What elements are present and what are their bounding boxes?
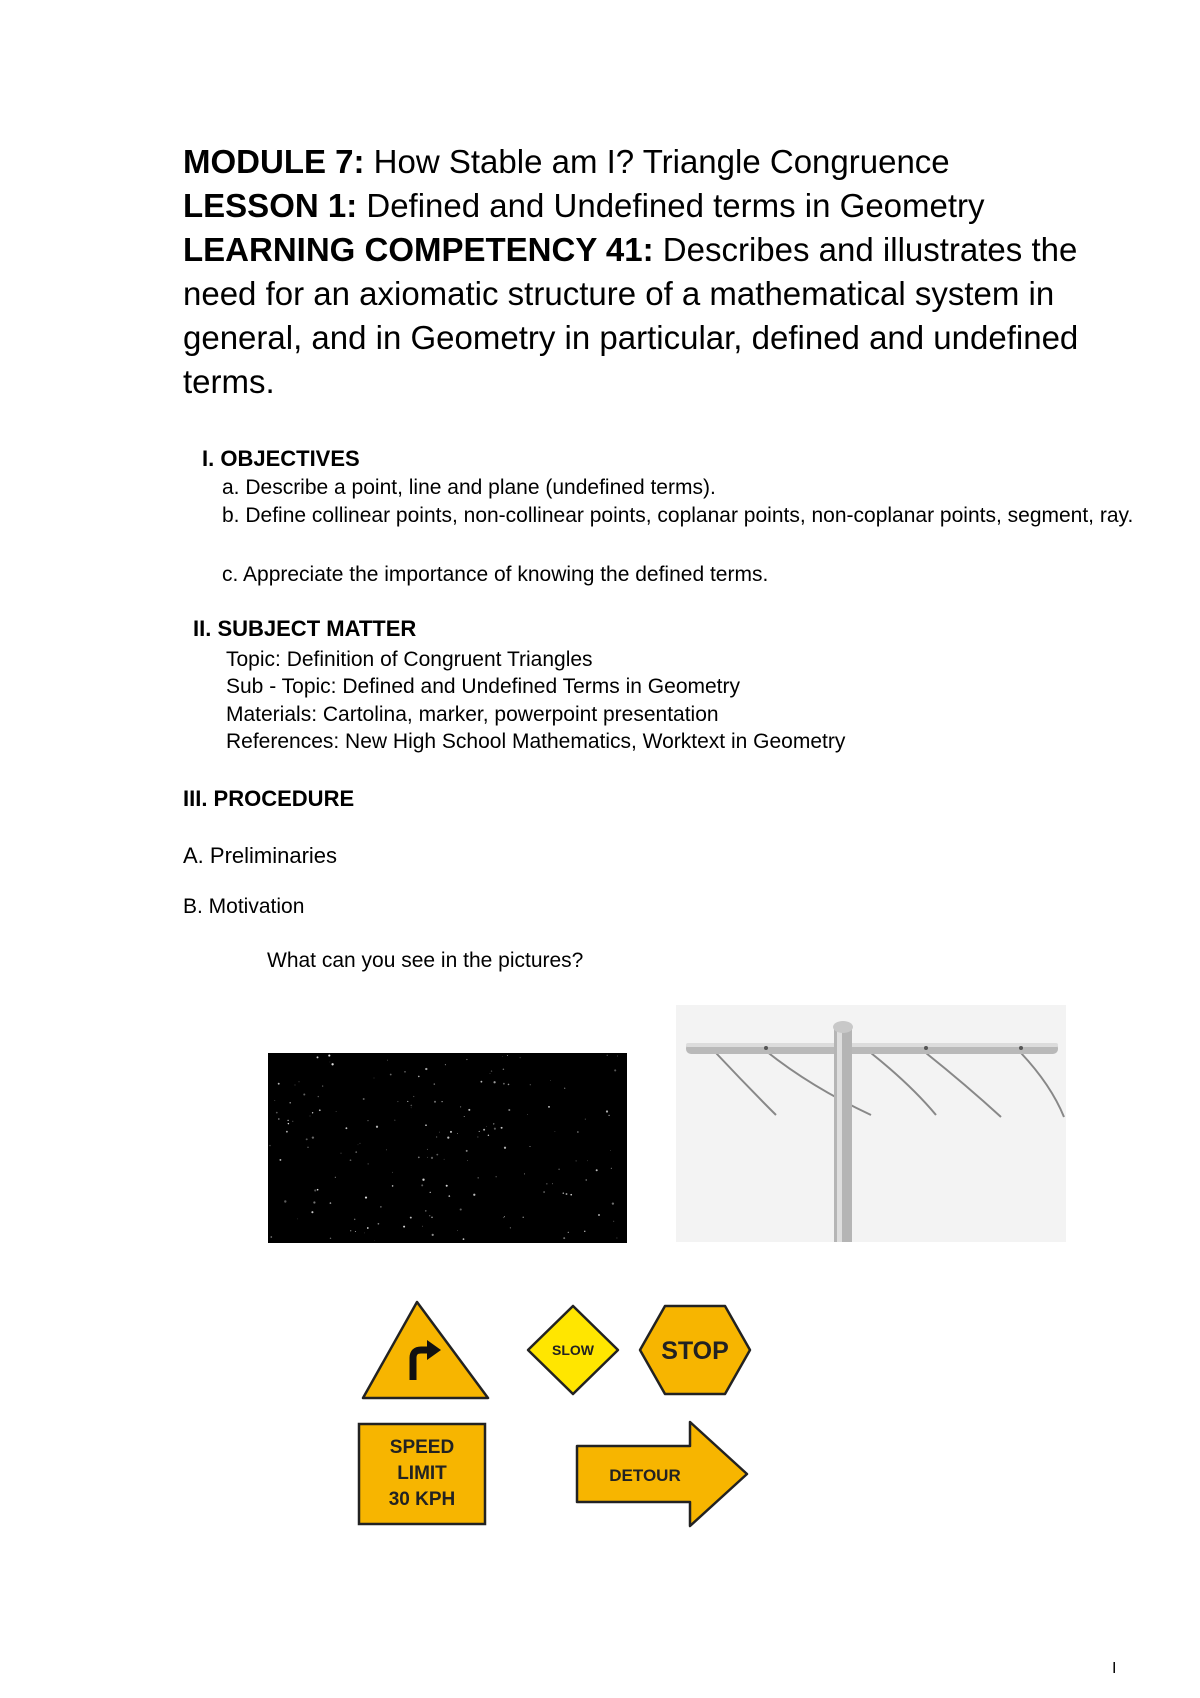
objective-item: a. Describe a point, line and plane (undefined terms). [222,476,716,499]
star-dot [378,1223,380,1225]
star-dot [431,1216,433,1218]
star-dot [523,1217,524,1218]
star-dot [608,1115,609,1116]
star-dot [429,1215,430,1216]
star-dot [395,1120,396,1121]
star-dot [407,1101,408,1102]
star-dot [310,1116,311,1117]
star-dot [410,1105,412,1107]
star-dot [392,1172,393,1173]
star-dot [617,1056,618,1057]
objective-item: c. Appreciate the importance of knowing the defined terms. [222,563,769,586]
speed-limit-line-3: 30 KPH [388,1489,456,1510]
star-dot [269,1145,270,1146]
star-dot [413,1096,414,1097]
star-dot [503,1083,505,1085]
star-dot [503,1068,505,1070]
slow-sign-text: SLOW [552,1342,594,1358]
star-dot [460,1208,462,1210]
star-dot [314,1189,316,1191]
star-dot [503,1217,504,1218]
star-dot [297,1219,298,1220]
star-dot [295,1085,296,1086]
star-dot [421,1184,423,1186]
star-dot [483,1129,485,1131]
star-dot [445,1064,446,1065]
star-dot [477,1177,478,1178]
star-dot [550,1080,551,1081]
star-dot [355,1231,356,1232]
star-dot [386,1150,387,1151]
subject-item: Topic: Definition of Congruent Triangles [226,648,593,671]
subject-matter-title: II. SUBJECT MATTER [193,616,417,641]
star-dot [543,1191,545,1193]
star-dot [611,1168,612,1169]
star-dot [563,1237,565,1239]
objectives-title: I. OBJECTIVES [202,446,360,471]
star-dot [279,1159,281,1161]
star-dot [403,1226,405,1228]
star-dot [457,1133,458,1134]
star-dot [510,1227,511,1228]
star-dot [278,1083,280,1085]
star-dot [587,1160,588,1161]
star-dot [520,1057,521,1058]
star-dot [486,1126,487,1127]
star-dot [411,1108,412,1109]
page-number: I [1112,1660,1117,1677]
star-dot [466,1150,468,1152]
star-dot [367,1120,368,1121]
star-dot [286,1131,288,1133]
star-dot [564,1088,565,1089]
star-dot [363,1098,365,1100]
star-dot [524,1173,525,1174]
star-dot [322,1086,323,1087]
star-dot [311,1211,313,1213]
star-dot [355,1151,357,1153]
star-dot [276,1112,278,1114]
star-dot [306,1138,308,1140]
star-dot [450,1131,452,1133]
star-dot [464,1116,465,1117]
star-dot [507,1055,508,1056]
star-dot [425,1124,427,1126]
star-dot [313,1201,315,1203]
star-dot [563,1192,565,1194]
star-dot [387,1060,388,1061]
subject-item: Materials: Cartolina, marker, powerpoint presentation [226,703,719,726]
star-dot [436,1154,438,1156]
lesson-header [183,140,1123,404]
subject-item: References: New High School Mathematics, Worktext in Geometry [226,730,846,753]
star-dot [418,1157,420,1159]
star-dot [496,1176,497,1177]
star-dot [418,1076,420,1078]
slow-sign [528,1306,618,1394]
star-dot [287,1120,288,1121]
star-dot [584,1231,585,1232]
star-dot [365,1197,367,1199]
star-dot [330,1238,331,1239]
star-dot [493,1081,495,1083]
star-dot [447,1137,449,1139]
star-dot [434,1101,436,1103]
star-dot [494,1128,496,1130]
star-dot [364,1233,365,1234]
star-dot [491,1070,492,1071]
star-dot [319,1109,321,1111]
star-dot [340,1153,341,1154]
star-dot [508,1084,510,1086]
star-dot [457,1230,458,1231]
clothesline-pole-picture [676,1005,1066,1242]
star-dot [292,1121,293,1122]
star-dot [613,1221,614,1222]
star-dot [397,1101,398,1102]
star-dot [328,1055,330,1057]
star-dot [598,1214,600,1216]
star-dot [576,1160,577,1161]
motivation-question: What can you see in the pictures? [267,949,584,972]
star-dot [358,1144,359,1145]
star-dot [303,1093,305,1095]
star-dot [432,1234,434,1236]
star-dot [317,1189,319,1191]
star-dot [434,1083,435,1084]
star-dot [460,1106,461,1107]
star-dot [330,1202,332,1204]
star-dot [439,1132,440,1133]
turn-right-sign [363,1302,488,1398]
speed-limit-line-1: SPEED [389,1437,455,1458]
star-dot [374,1240,375,1241]
star-dot [367,1227,369,1229]
star-dot [610,1150,611,1151]
star-dot [479,1131,480,1132]
star-dot [527,1114,528,1115]
star-dot [376,1126,378,1128]
star-dot [331,1063,333,1065]
subject-item: Sub - Topic: Defined and Undefined Terms in Geometry [226,675,740,698]
star-dot [436,1136,437,1137]
star-dot [284,1200,286,1202]
star-dot [350,1159,352,1161]
star-dot [390,1074,392,1076]
star-dot [504,1147,506,1149]
star-dot [427,1149,428,1150]
star-dot [317,1056,319,1058]
star-dot [552,1183,553,1184]
star-dot [466,1059,467,1060]
star-dot [318,1096,319,1097]
star-dot [410,1217,412,1219]
star-dot [607,1055,608,1056]
star-dot [504,1216,505,1217]
star-dot [441,1101,442,1102]
star-dot [312,1136,314,1138]
star-dot [501,1127,503,1129]
module-line: MODULE 7: How Stable am I? Triangle Congruence [183,143,950,180]
star-dot [616,1237,617,1238]
star-dot [274,1100,275,1101]
star-dot [493,1123,494,1124]
star-dot [546,1183,547,1184]
star-dot [425,1068,427,1070]
objective-item: b. Define collinear points, non-collinear points, coplanar points, non-coplanar points, segment, ray. [222,504,1134,527]
starfield-picture [268,1053,627,1243]
detour-sign [577,1422,747,1526]
star-dot [614,1069,616,1071]
star-dot [490,1073,491,1074]
star-dot [586,1179,587,1180]
star-dot [404,1071,406,1073]
star-dot [446,1185,448,1187]
star-dot [368,1163,369,1164]
competency-line: LEARNING COMPETENCY 41: Describes and illustrates the need for an axiomatic structure of a mathematical system in general, and in Geometry in particular, defined and undefined terms. [183,231,1079,400]
star-dot [606,1110,608,1112]
speed-limit-line-2: LIMIT [397,1463,447,1484]
star-dot [508,1109,510,1111]
procedure-step-b: B. Motivation [183,895,305,918]
star-dot [380,1206,381,1207]
star-dot [568,1232,569,1233]
road-signs-picture [355,1298,795,1558]
star-dot [488,1135,489,1136]
star-dot [431,1157,433,1159]
star-dot [448,1195,450,1197]
star-dot [270,1236,272,1238]
procedure-step-a: A. Preliminaries [183,843,338,868]
star-dot [422,1179,424,1181]
star-dot [480,1081,482,1083]
star-dot [335,1177,336,1178]
star-dot [444,1159,445,1160]
star-dot [473,1194,475,1196]
star-dot [422,1226,423,1227]
star-dot [502,1056,503,1057]
procedure-title: III. PROCEDURE [183,786,355,811]
star-dot [596,1169,598,1171]
star-dot [467,1160,468,1161]
star-dot [478,1137,479,1138]
star-dot [577,1131,578,1132]
star-dot [468,1109,470,1111]
star-dot [345,1127,347,1129]
star-dot [312,1112,313,1113]
speed-limit-sign [359,1424,485,1524]
star-dot [555,1131,556,1132]
detour-sign-text: DETOUR [609,1466,681,1485]
star-dot [392,1185,394,1187]
star-dot [566,1193,568,1195]
star-dot [430,1192,431,1193]
star-dot [336,1111,337,1112]
star-dot [463,1238,465,1240]
stop-sign-text: STOP [661,1337,729,1365]
star-dot [425,1210,426,1211]
star-dot [278,1118,280,1120]
star-dot [350,1230,351,1231]
star-dot [427,1157,428,1158]
star-dot [558,1169,560,1171]
star-dot [289,1102,291,1104]
star-dot [612,1202,614,1204]
star-dot [529,1146,530,1147]
lesson-line: LESSON 1: Defined and Undefined terms in Geometry [183,187,985,224]
star-dot [299,1081,300,1082]
star-dot [570,1194,572,1196]
star-dot [530,1084,531,1085]
star-dot [585,1119,586,1120]
star-dot [374,1078,375,1079]
star-dot [548,1106,550,1108]
star-dot [288,1123,289,1124]
star-dot [360,1143,361,1144]
star-dot [330,1062,331,1063]
stop-sign [640,1306,750,1394]
star-dot [354,1219,355,1220]
star-dot [307,1147,308,1148]
